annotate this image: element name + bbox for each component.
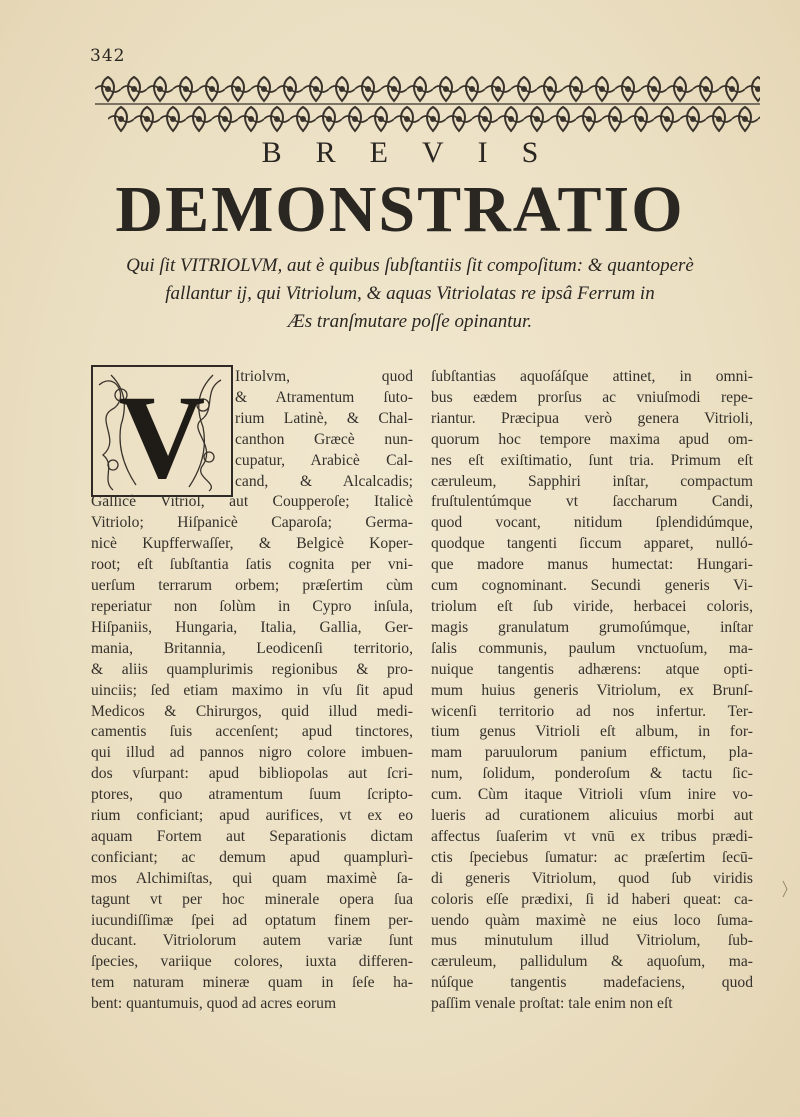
text-line: rium conficiant; apud aurifices, vt ex eo <box>91 807 413 825</box>
subtitle-line: Æs tranſmutare poſſe opinantur. <box>287 311 533 332</box>
text-line: paſſim venale proſtat: tale enim non eſt <box>431 995 673 1013</box>
text-line: ptores, quo atramentum ſuum ſcripto- <box>91 786 413 804</box>
text-line: affectus ſuaſerim vt vnū ex tribus prædi- <box>431 827 753 845</box>
text-line: canthon Græcè nun- <box>235 430 413 448</box>
text-line: ſalis communis, paulum vnctuoſum, ma- <box>431 639 753 657</box>
text-line: coloris eſſe prædixi, ſi id haberi queat: ca- <box>431 890 753 908</box>
text-line: Vitriolo; Hiſpanicè Caparoſa; Germa- <box>91 514 413 532</box>
right-column <box>431 367 753 1015</box>
text-line: núſque tangentis madefaciens, quod <box>431 974 753 992</box>
text-line: num, ſolidum, ponderoſum & tactu ſic- <box>431 765 753 783</box>
subtitle <box>110 252 710 336</box>
text-line: uendo quàm maximè ne eius loco ſuma- <box>431 911 753 929</box>
text-line: triolum eſt ſub viride, herbacei coloris, <box>431 597 753 615</box>
text-line: rium Latinè, & Chal- <box>235 409 413 427</box>
text-line: cum. Cùm itaque Vitrioli vſum inire vo- <box>431 786 753 804</box>
text-line: magis granulatum grumoſúmque, inſtar <box>431 618 753 636</box>
ornamental-headpiece <box>95 74 760 134</box>
text-line: cæruleum, Sapphiri inſtar, compactum <box>431 472 753 490</box>
text-line: dos vſurpant: apud bibliopolas aut ſcri- <box>91 765 413 783</box>
text-line: Gallicè Vitriol, aut Coupperoſe; Italicè <box>91 493 413 511</box>
text-line: cum cognominant. Secundi generis Vi- <box>431 577 753 595</box>
text-line: cupatur, Arabicè Cal- <box>235 451 413 469</box>
text-line: fruſtulentúmque vt ſaccharum Candi, <box>431 493 753 511</box>
text-line: mos Alchimiſtas, qui quam maximè ſa- <box>91 869 413 887</box>
text-line: Medicos & Chirurgos, quid illud medi- <box>91 702 413 720</box>
text-line: lueris ad curationem alicuius morbi aut <box>431 807 753 825</box>
text-line: qui illud ad pannos nigro colore imbuen- <box>91 744 413 762</box>
text-line: mania, Britannia, Leodicenſi territorio, <box>91 639 413 657</box>
text-line: bent: quantumuis, quod ad acres eorum <box>91 995 337 1013</box>
text-line: ſubſtantias aquoſáſque attinet, in omni- <box>431 368 753 385</box>
page-number: 342 <box>90 46 126 66</box>
text-line: bus eædem prorſus ac vniuſmodi repe- <box>431 388 753 406</box>
text-line: mus minutulum illud Vitriolum, ſub- <box>431 932 753 950</box>
subtitle-line: Qui ſit VITRIOLVM, aut è quibus ſubſtantiis ſit compoſitum: & quantoperè <box>126 255 694 276</box>
text-line: uinciis; ſed etiam maximo in vſu ſit apud <box>91 681 413 699</box>
text-line: mum huius generis Vitriolum, ex Brunſ- <box>431 681 753 699</box>
text-line: root; eſt ſubſtantia ſatis cognita per vni- <box>91 556 413 574</box>
text-line: wicenſi territorio ad nos infertur. Ter- <box>431 702 753 720</box>
title-large: DEMONSTRATIO <box>115 173 685 246</box>
text-line: & Atramentum ſuto- <box>235 388 413 406</box>
text-line: tium genus Vitrioli eſt album, in for- <box>431 723 753 741</box>
text-line: Itriolvm, quod <box>235 368 413 385</box>
text-line: Hiſpaniis, Hungaria, Italia, Gallia, Ger- <box>91 618 413 636</box>
text-line: & aliis quamplurimis regionibus & pro- <box>91 660 413 678</box>
text-line: ducant. Vitriolorum autem variæ ſunt <box>91 932 413 950</box>
text-line: quodque tangenti ſiccum apparet, nulló- <box>431 535 753 553</box>
text-line: nicè Kupfferwaſſer, & Belgicè Koper- <box>91 535 413 553</box>
left-column <box>91 367 413 1015</box>
text-line: ſpecies, variique colores, iuxta differen- <box>91 953 413 971</box>
initial-letter: V <box>118 370 206 497</box>
text-line: que madore manus humectat: Hungari- <box>431 556 753 574</box>
text-line: quorum hoc tempore maxima apud om- <box>431 430 753 448</box>
subtitle-line: fallantur ij, qui Vitriolum, & aquas Vitriolatas re ipsâ Ferrum in <box>165 283 655 304</box>
text-line: quod vocant, nitidum ſplendidúmque, <box>431 514 753 532</box>
text-line: uerſum terrarum orbem; præſertim cùm <box>91 577 413 595</box>
text-line: ctis ſpeciebus ſumatur: ac præſertim ſecū- <box>431 848 753 866</box>
text-line: reperiatur non ſolùm in Cypro inſula, <box>91 597 413 615</box>
text-line: nuique tangentis adhærens: atque opti- <box>431 660 753 678</box>
text-line: cæruleum, pallidulum & aquoſum, ma- <box>431 953 753 971</box>
text-line: aquam Fortem aut Separationis dictam <box>91 827 413 845</box>
text-line: riantur. Præcipua verò genera Vitrioli, <box>431 409 753 427</box>
text-line: camentis ſuis accenſent; apud tinctores, <box>91 723 413 741</box>
text-line: mam paruulorum panium effictum, pla- <box>431 744 753 762</box>
text-line: conficiant; ac demum apud quamplurì- <box>91 848 413 866</box>
text-line: cand, & Alcalcadis; <box>235 472 413 490</box>
text-line: tem naturam mineræ quam in ſeſe ha- <box>91 974 413 992</box>
title-small: BREVIS <box>261 136 573 169</box>
margin-mark <box>782 880 788 898</box>
text-line: iucundiſſimæ ſpei ad optatum finem per- <box>91 911 413 929</box>
text-line: tagunt vt per hoc minerale opera ſua <box>91 890 413 908</box>
text-line: nes eſt exiſtimatio, ſunt tria. Primum eſt <box>431 451 753 469</box>
text-line: di generis Vitriolum, quod ſub viridis <box>431 869 753 887</box>
